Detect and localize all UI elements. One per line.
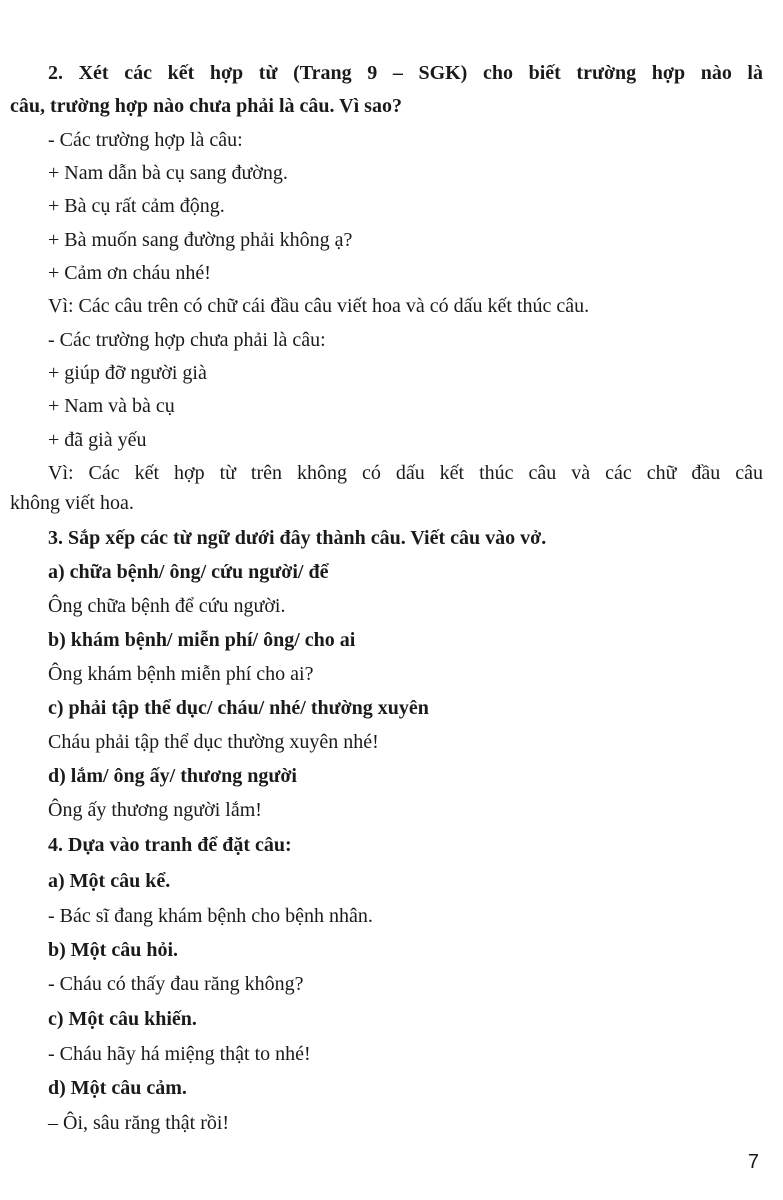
exercise-3-prompt-d: d) lắm/ ông ấy/ thương người: [48, 765, 297, 787]
reason-1: Vì: Các câu trên có chữ cái đầu câu viết hoa và có dấu kết thúc câu.: [48, 295, 590, 317]
exercise-4-title: 4. Dựa vào tranh để đặt câu:: [48, 834, 292, 856]
exercise-3-prompt-a: a) chữa bệnh/ ông/ cứu người/ để: [48, 561, 329, 583]
exercise-4-answer-c: - Cháu hãy há miệng thật to nhé!: [48, 1043, 311, 1065]
sentence-item: + Bà muốn sang đường phải không ạ?: [48, 229, 353, 251]
non-sentence-item: + Nam và bà cụ: [48, 395, 175, 417]
page-number: 7: [747, 1151, 759, 1173]
reason-2-line-1: Vì: Các kết hợp từ trên không có dấu kết thúc câu và các chữ đầu câu: [48, 462, 763, 484]
non-sentence-item: + giúp đỡ người già: [48, 362, 207, 384]
exercise-4-answer-a: - Bác sĩ đang khám bệnh cho bệnh nhân.: [48, 905, 373, 927]
exercise-4-answer-d: – Ôi, sâu răng thật rồi!: [48, 1112, 230, 1134]
exercise-2-title-line-1: 2. Xét các kết hợp từ (Trang 9 – SGK) cho biết trường hợp nào là: [48, 62, 763, 84]
exercise-4-prompt-a: a) Một câu kể.: [48, 870, 171, 892]
not-sentences-heading: - Các trường hợp chưa phải là câu:: [48, 329, 326, 351]
exercise-4-prompt-b: b) Một câu hỏi.: [48, 939, 178, 961]
exercise-4-answer-b: - Cháu có thấy đau răng không?: [48, 973, 304, 995]
sentence-item: + Bà cụ rất cảm động.: [48, 195, 225, 217]
are-sentences-heading: - Các trường hợp là câu:: [48, 129, 243, 151]
exercise-3-prompt-c: c) phải tập thể dục/ cháu/ nhé/ thường xuyên: [48, 697, 429, 719]
non-sentence-item: + đã già yếu: [48, 429, 147, 451]
exercise-3-answer-d: Ông ấy thương người lắm!: [48, 799, 262, 821]
exercise-3-answer-b: Ông khám bệnh miễn phí cho ai?: [48, 663, 314, 685]
exercise-3-answer-a: Ông chữa bệnh để cứu người.: [48, 595, 286, 617]
exercise-3-title: 3. Sắp xếp các từ ngữ dưới đây thành câu. Viết câu vào vở.: [48, 527, 547, 549]
sentence-item: + Cảm ơn cháu nhé!: [48, 262, 211, 284]
exercise-4-prompt-d: d) Một câu cảm.: [48, 1077, 187, 1099]
exercise-4-prompt-c: c) Một câu khiến.: [48, 1008, 197, 1030]
reason-2-line-2: không viết hoa.: [10, 492, 134, 514]
exercise-3-prompt-b: b) khám bệnh/ miễn phí/ ông/ cho ai: [48, 629, 356, 651]
exercise-3-answer-c: Cháu phải tập thể dục thường xuyên nhé!: [48, 731, 379, 753]
sentence-item: + Nam dẫn bà cụ sang đường.: [48, 162, 288, 184]
exercise-2-title-line-2: câu, trường hợp nào chưa phải là câu. Vì sao?: [10, 95, 402, 117]
